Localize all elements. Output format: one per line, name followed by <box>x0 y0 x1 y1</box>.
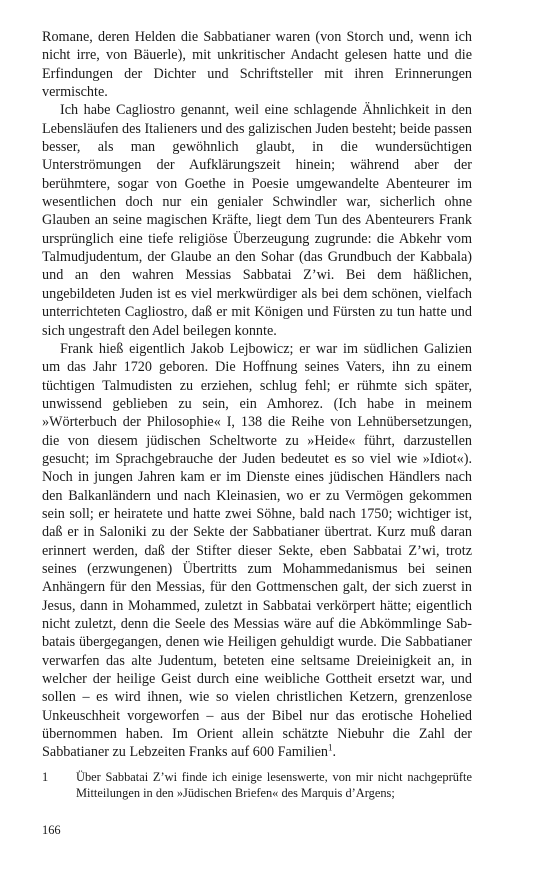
page-number: 166 <box>42 823 61 837</box>
body-text <box>42 28 472 762</box>
paragraph-2: Ich habe Cagliostro genannt, weil eine schlagende Ähnlichkeit in den Lebensläufen des Italieners und des galizischen Juden besteht; beide passen besser, als man gewöhnlich glaubt, in die wundersüchtigen Unterströmungen der Aufklärungszeit hinein; während aber der berühmtere, sogar von Goethe in Poesie umgewandelte Abenteurer im wesentlichen doch nur ein genialer Schwindler war, sicherlich ohne Glauben an seine magischen Kräfte, liegt dem Tun des Abenteurers Frank ursprünglich eine tiefe religiöse Überzeugung zugrunde: die Abkehr vom Talmudjudentum, der Glaube an den Sohar (das Grundbuch der Kabbala) und an den wahren Messias Sabbatai Z’wi. Bei dem häßlichen, ungebildeten Juden ist es viel merkwürdiger als bei dem schönen, vielfach unterrichteten Cagliostro, daß er mit Königen und Fürsten zu tun hatte und sich ungestraft den Adel beilegen konnte. <box>42 102 472 339</box>
footnote-number: 1 <box>42 769 49 784</box>
page <box>42 28 472 801</box>
footnotes <box>42 770 472 802</box>
footnote <box>42 770 472 802</box>
footnote-reference[interactable]: 1 <box>328 742 333 753</box>
paragraph-3-text: Frank hieß eigentlich Jakob Lejbowicz; er war im südlichen Galizien um das Jahr 1720 geboren. Die Hoffnung seines Vaters, ihn zu einem tüchtigen Talmudisten zu erziehen, schlug fehl; er rühmte sich später, unwissend geblieben zu sein, ein Amhorez. (Ich habe in meinem »Wörterbuch der Philosophie« I, 138 die Reihe von Lehnübersetzungen, die von diesem jüdischen Scheltworte zu »Heide« führt, darzustellen gesucht; im Sprachgebrauche der Juden bedeutet es so viel wie »Idiot«). Noch in jungen Jahren kam er im Dienste eines jüdischen Händlers nach den Balkanländern und nach Kleinasien, wo er zu Vermögen gekommen sein soll; er heiratete und hatte zwei Söhne, bald nach 1750; wichtiger ist, daß er in Saloniki zu der Sekte der Sabbatianer übertrat. Kurz muß daran erinnert werden, daß der Stifter dieser Sekte, eben Sabbatai Z’wi, trotz seines (erzwungenen) Übertritts zum Mohammedanismus bei seinen Anhängern für den Messias, für den Gottmenschen galt, der sich zuerst in Jesus, dann in Mohammed, zuletzt in Sabbatai verkörpert hätte; eigentlich nicht zuletzt, denn die Seele des Messias wäre auf die Abkömmlinge Sabbatais übergegangen, denen wie Heiligen gehuldigt wurde. Die Sabbatianer verwarfen das alte Judentum, beteten eine seltsame Dreieinigkeit an, in welcher der heilige Geist durch eine weibliche Gottheit ersetzt war, und sollen – es wird ihnen, wie so vielen christlichen Ketzern, grenzenlose Unkeuschheit vorgeworfen – aus der Bibel nur das erotische Hohelied übernommen haben. Im Orient allein schätzte Niebuhr die Zahl der Sabbatianer zu Lebzeiten Franks auf 600 Familien <box>42 340 472 761</box>
footnote-text: Über Sabbatai Z’wi finde ich einige lesenswerte, von mir nicht nachgeprüfte Mitteilungen in den »Jüdischen Briefen« des Marquis d’Argens; <box>76 769 472 800</box>
paragraph-3: Frank hieß eigentlich Jakob Lejbowicz; er war im südlichen Galizien um das Jahr 1720 geboren. Die Hoffnung seines Vaters, ihn zu einem tüchtigen Talmudisten zu erziehen, schlug fehl; er rühmte sich später, unwissend geblieben zu sein, ein Amhorez. (Ich habe in meinem »Wörterbuch der Philosophie« I, 138 die Reihe von Lehnübersetzungen, die von diesem jüdischen Scheltworte zu »Heide« führt, darzustellen gesucht; im Sprachgebrauche der Juden bedeutet es so viel wie »Idiot«). Noch in jungen Jahren kam er im Dienste eines jüdischen Händlers nach den Balkanländern und nach Kleinasien, wo er zu Vermögen gekommen sein soll; er heiratete und hatte zwei Söhne, bald nach 1750; wichtiger ist, daß er in Saloniki zu der Sekte der Sabbatianer übertrat. Kurz muß daran erinnert werden, daß der Stifter dieser Sekte, eben Sabbatai Z’wi, trotz seines (erzwungenen) Übertritts zum Mohammedanismus bei seinen Anhängern für den Messias, für den Gottmenschen galt, der sich zuerst in Jesus, dann in Mohammed, zuletzt in Sabbatai verkörpert hätte; eigentlich nicht zuletzt, denn die Seele des Messias wäre auf die Abkömmlinge Sabbatais übergegangen, denen wie Heiligen gehuldigt wurde. Die Sabbatianer verwarfen das alte Judentum, beteten eine seltsame Dreieinigkeit an, in welcher der heilige Geist durch eine weibliche Gottheit ersetzt war, und sollen – es wird ihnen, wie so vielen christlichen Ketzern, grenzenlose Unkeuschheit vorgeworfen – aus der Bibel nur das erotische Hohelied übernommen haben. Im Orient allein schätzte Niebuhr die Zahl der Sabbatianer zu Lebzeiten Franks auf 600 Familien$^1$. <box>42 340 472 761</box>
paragraph-1: Romane, deren Helden die Sabbatianer waren (von Storch und, wenn ich nicht irre, von Bäuerle), mit unkritischer Andacht gelesen hatte und die Erfindungen der Dichter und Schriftsteller mit ihren Erinnerungen vermischte. <box>42 29 472 101</box>
